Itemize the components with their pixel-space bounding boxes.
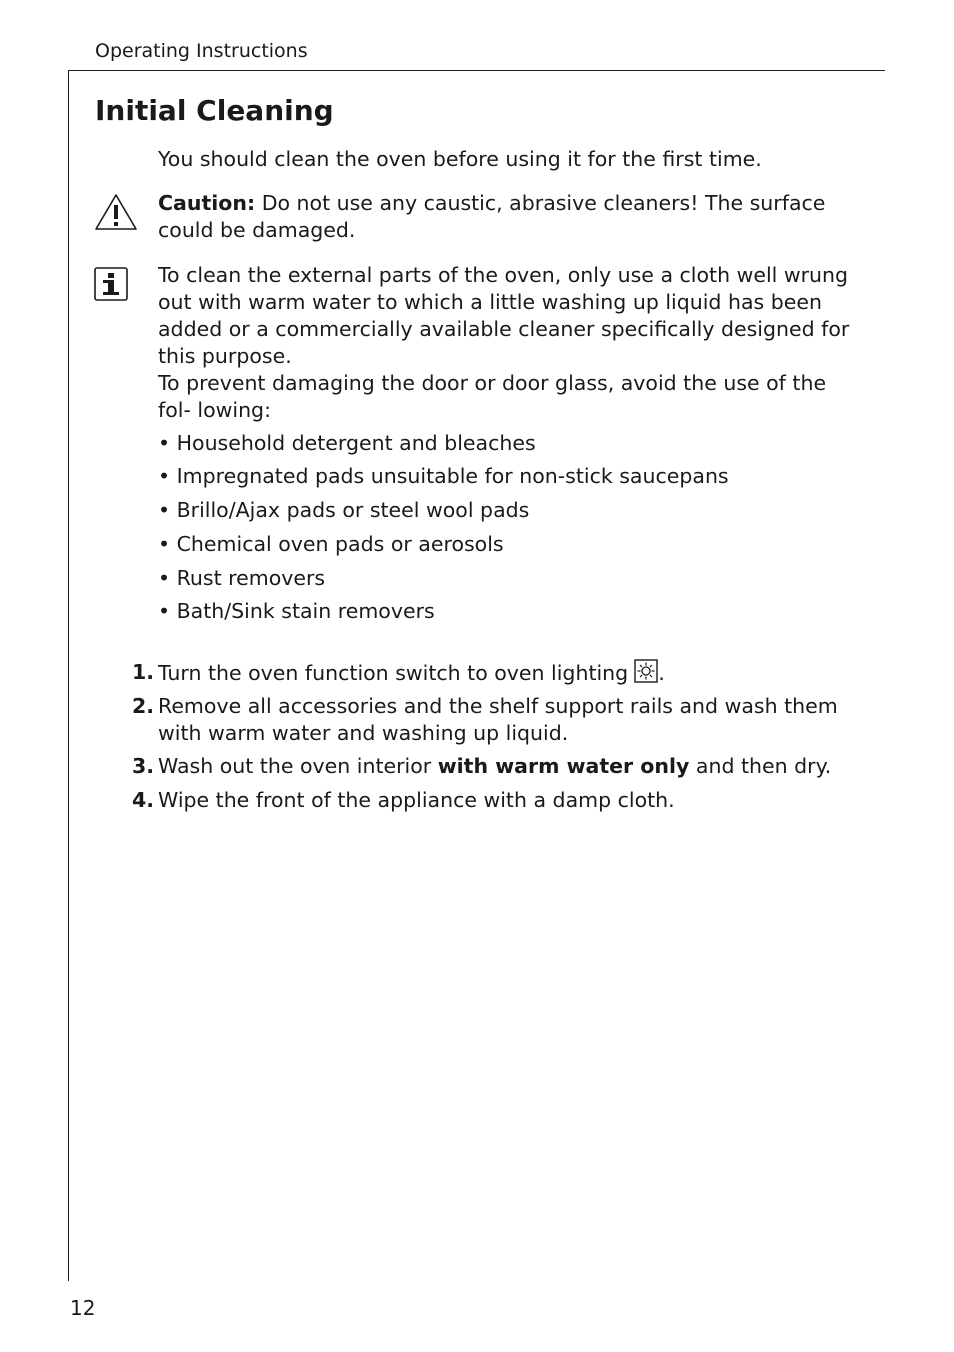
info-icon — [94, 267, 128, 301]
step-text: Remove all accessories and the shelf support rails and wash them with warm water and washing up liquid. — [158, 694, 838, 745]
list-item: • Brillo/Ajax pads or steel wool pads — [158, 498, 530, 522]
page-number: 12 — [70, 1296, 96, 1320]
step-3-before: Wash out the oven interior — [158, 754, 438, 778]
step-number: 4. — [132, 788, 155, 812]
step-text — [158, 659, 858, 687]
warning-triangle-icon — [94, 193, 138, 231]
oven-light-icon — [634, 659, 658, 683]
step-3-emphasis: with warm water only — [437, 754, 690, 778]
list-item: • Bath/Sink stain removers — [158, 599, 435, 623]
caution-text — [158, 190, 858, 244]
caution-label: Caution: — [158, 191, 256, 215]
section-title: Initial Cleaning — [95, 94, 334, 127]
step-1-end: . — [658, 661, 665, 685]
step-number: 1. — [132, 660, 155, 684]
list-item: • Household detergent and bleaches — [158, 431, 536, 455]
info-paragraph-1: To clean the external parts of the oven, only use a cloth well wrung out with warm water to which a little washing up liquid has been added or a commercially available cleaner specifically designed for this purpose. — [158, 263, 850, 368]
list-item: • Chemical oven pads or aerosols — [158, 532, 504, 556]
info-paragraph-2: To prevent damaging the door or door glass, avoid the use of the fol- lowing: — [158, 371, 827, 422]
running-header: Operating Instructions — [95, 40, 308, 62]
caution-body: Do not use any caustic, abrasive cleaners! The surface could be damaged. — [158, 191, 826, 242]
list-item: • Rust removers — [158, 566, 326, 590]
step-number: 3. — [132, 754, 155, 778]
intro-text: You should clean the oven before using it for the first time. — [158, 147, 762, 171]
step-text — [158, 753, 858, 780]
margin-rule — [68, 70, 69, 1281]
step-1-text: Turn the oven function switch to oven lighting — [158, 661, 629, 685]
list-item: • Impregnated pads unsuitable for non-stick saucepans — [158, 464, 729, 488]
header-rule — [68, 70, 885, 71]
step-text: Wipe the front of the appliance with a damp cloth. — [158, 788, 675, 812]
step-3-after: and then dry. — [689, 754, 832, 778]
step-number: 2. — [132, 694, 155, 718]
